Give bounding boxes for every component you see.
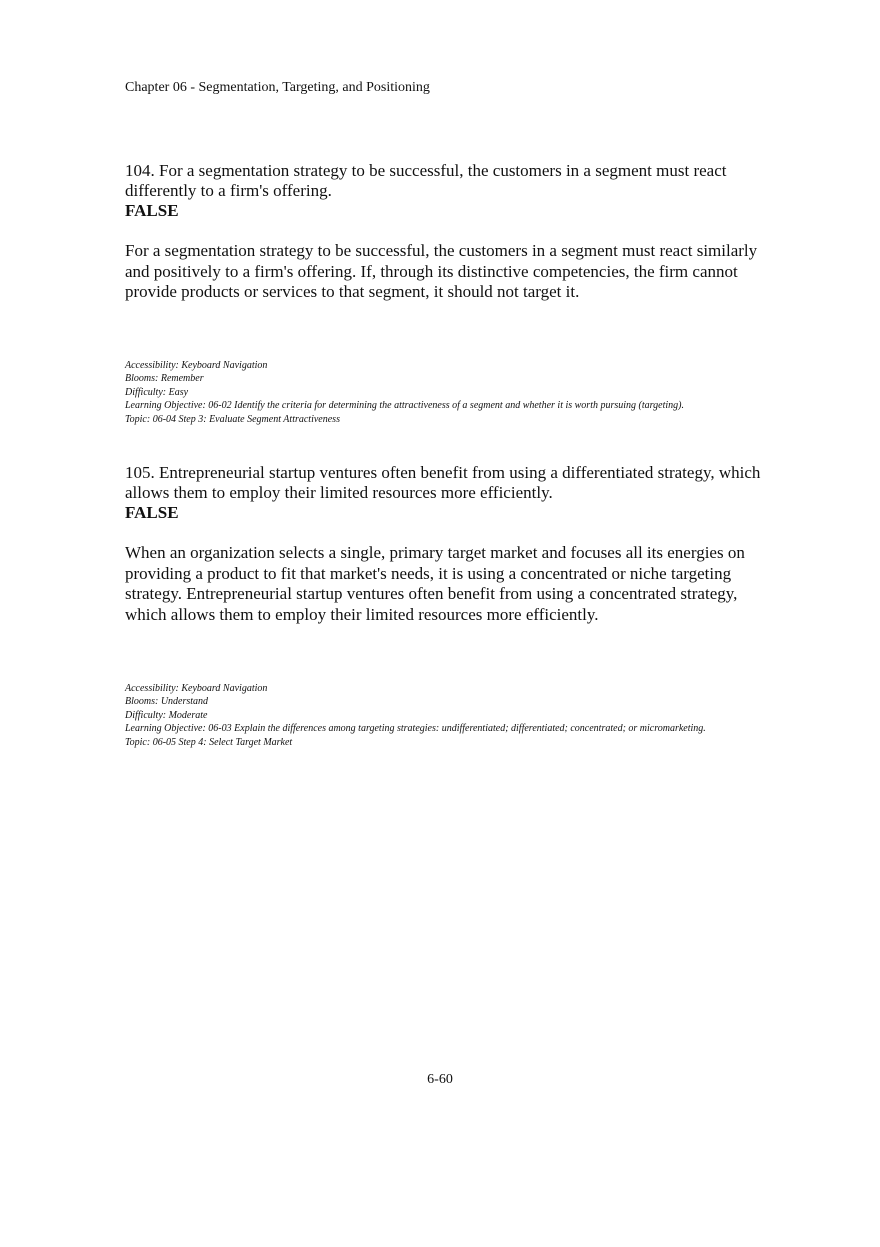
accessibility-tag: Accessibility: Keyboard Navigation [125, 360, 268, 371]
topic-tag: Topic: 06-04 Step 3: Evaluate Segment Attractiveness [125, 413, 340, 425]
question-text: 104. For a segmentation strategy to be successful, the customers in a segment must react differently to a firm's offering. [125, 161, 727, 200]
explanation: For a segmentation strategy to be successful, the customers in a segment must react similarly and positively to a firm's offering. If, through its distinctive competencies, the firm cannot provide products or services to that segment, it should not target it. [125, 241, 758, 301]
question-104 [125, 161, 780, 425]
difficulty-tag: Difficulty: Easy [125, 386, 189, 398]
explanation: When an organization selects a single, primary target market and focuses all its energies on providing a product to fit that market's needs, it is using a concentrated or niche targeting strategy. Entrepreneurial startup ventures often benefit from using a concentrated strategy, which allows them to employ their limited resources more efficiently. [125, 543, 745, 624]
chapter-header: Chapter 06 - Segmentation, Targeting, and Positioning [125, 80, 430, 95]
blooms-tag: Blooms: Remember [125, 373, 204, 385]
answer: FALSE [125, 201, 179, 220]
answer: FALSE [125, 503, 179, 522]
learning-objective-tag: Learning Objective: 06-03 Explain the differences among targeting strategies: undifferentiated; differentiated; concentrated; or micromarketing. [125, 723, 706, 735]
accessibility-tag: Accessibility: Keyboard Navigation [125, 683, 268, 694]
question-metadata [125, 359, 785, 426]
page-number: 6-60 [427, 1072, 453, 1087]
blooms-tag: Blooms: Understand [125, 696, 209, 708]
question-metadata [125, 682, 785, 749]
learning-objective-tag: Learning Objective: 06-02 Identify the criteria for determining the attractiveness of a segment and whether it is worth pursuing (targeting). [125, 400, 684, 412]
topic-tag: Topic: 06-05 Step 4: Select Target Market [125, 736, 293, 748]
question-105 [125, 463, 780, 748]
question-text: 105. Entrepreneurial startup ventures often benefit from using a differentiated strategy, which allows them to employ their limited resources more efficiently. [125, 463, 761, 502]
difficulty-tag: Difficulty: Moderate [125, 709, 208, 721]
